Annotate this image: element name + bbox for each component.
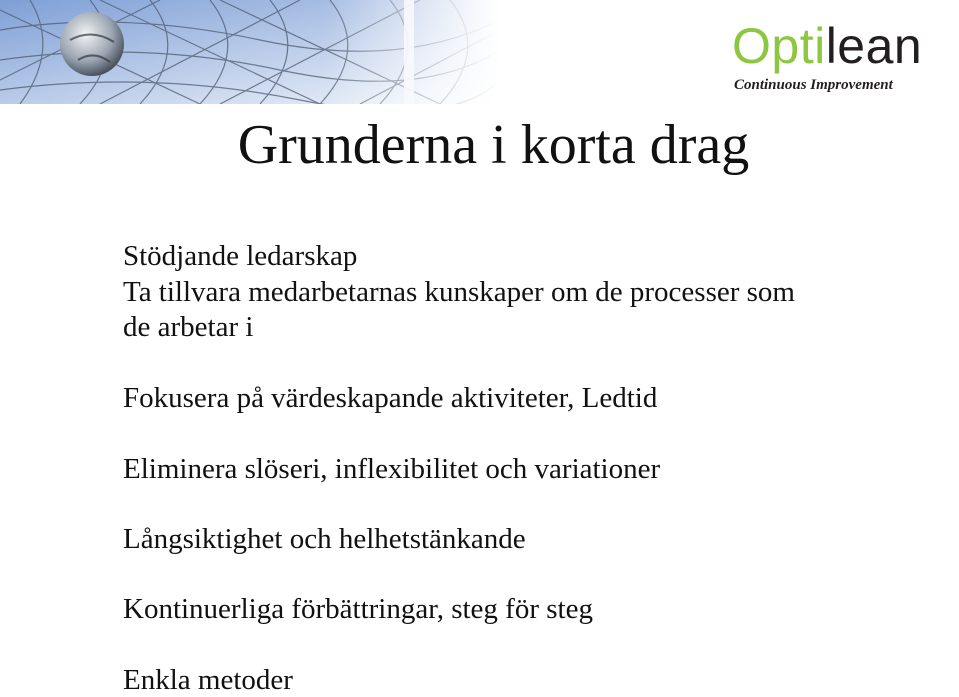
slide-title-wrap — [0, 112, 959, 178]
bullet-line: Långsiktighet och helhetstänkande — [123, 523, 526, 555]
bullet-line: Enkla metoder — [123, 664, 293, 696]
optilean-logo — [726, 18, 952, 98]
goal-net-image — [0, 0, 500, 104]
slide-title: Grunderna i korta drag — [237, 114, 750, 176]
goal-net-photo-banner — [0, 0, 500, 104]
logo-wordmark — [732, 16, 922, 76]
bullet-line: Eliminera slöseri, inflexibilitet och variationer — [123, 453, 661, 485]
logo-tagline: Continuous Improvement — [734, 77, 893, 93]
bullet-line: Fokusera på värdeskapande aktiviteter, Ledtid — [123, 382, 658, 414]
bullet-line: de arbetar i — [123, 311, 254, 343]
logo-opti: Opti — [732, 18, 826, 74]
bullet-line: Kontinuerliga förbättringar, steg för steg — [123, 593, 593, 625]
bullet-line: Stödjande ledarskap — [123, 240, 358, 272]
logo-lean: lean — [825, 18, 923, 74]
bullet-line: Ta tillvara medarbetarnas kunskaper om de processer som — [123, 276, 795, 308]
